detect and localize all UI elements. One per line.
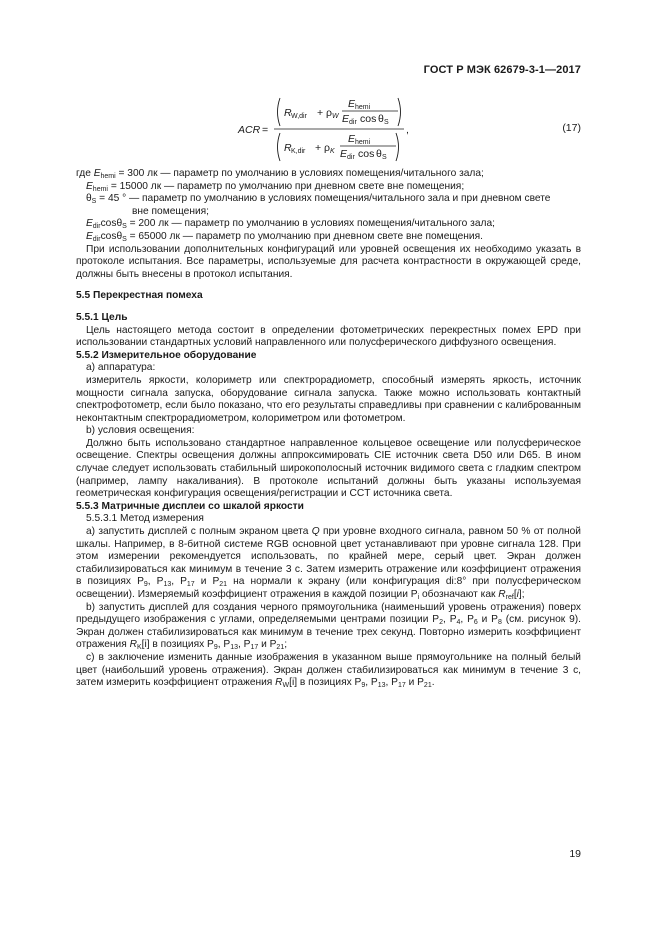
num-paren-right	[398, 98, 401, 126]
num-e-hemi: E	[348, 98, 356, 110]
num-e-dir: E	[342, 113, 350, 125]
equation-number: (17)	[562, 122, 581, 134]
den-e-hemi-sub: hemi	[355, 139, 371, 146]
num-e-hemi-sub: hemi	[355, 104, 371, 111]
item-b-lighting: b) условия освещения:	[86, 425, 195, 437]
formula-comma: ,	[406, 124, 409, 136]
paragraph-goal: Цель настоящего метода состоит в определении фотометрических перекрестных помех EPD при использовании стандартных условий направленного или полусферического диффузного освещения.	[76, 324, 581, 349]
step-a: а) запустить дисплей с полным экраном цвета Q при уровне входного сигнала, равном 50 % от полной шкалы. Например, в 8-битной системе RGB основной цвет устанавливают при уровне сигнала 128. При этом измерении рекомендуется использовать, по крайней мере, серый цвет. Экран должен стабилизироваться как минимум в течение 3 с. Затем измерить отражение или коэффициент отражения в позициях $P_9$, $P_{13}$, $P_{17}$ и $P_{21}$ на нормали к экрану (или конфигурация di:8° при полусферическом освещении). Измеряемый коэффициент отражения в каждой позиции $P_i$ обозначают как $R_{ref}[i]$;	[76, 526, 581, 601]
step-c: c) в заключение изменить данные изображения в указанном выше прямоугольнике на полный белый цвет (наибольший уровень отражения). Экран должен стабилизироваться как минимум в течение 3 с, затем измерить коэффициент отражения $R_W[i]$ в позициях $P_9$, $P_{13}$, $P_{17}$ и $P_{21}$.	[76, 651, 581, 690]
standard-header: ГОСТ Р МЭК 62679-3-1—2017	[423, 64, 581, 76]
paragraph-config: При использовании дополнительных конфигураций или уровней освещения их необходимо указать в протоколе испытания. Все параметры, используемые для расчета контрастности в окружающей среде, должны быть внесены в протокол испытания.	[76, 243, 581, 280]
num-theta-sub: S	[384, 119, 389, 126]
definition-e-hemi-15000: $E_{hemi} = 15000$ лк — параметр по умолчанию при дневном свете вне помещения;	[86, 180, 465, 193]
item-a-apparatus: а) аппаратура:	[86, 362, 156, 374]
den-rho: ρ	[324, 142, 330, 154]
heading-5-5-2: 5.5.2 Измерительное оборудование	[76, 349, 257, 361]
num-cos: cos	[360, 113, 377, 125]
page-number: 19	[569, 848, 581, 860]
definition-e-dir-65000: $E_{dir}\cos\theta_S = 65000$ лк — параметр по умолчанию при дневном свете вне помещения.	[86, 230, 483, 243]
formula-eq: =	[262, 124, 269, 136]
heading-5-5: 5.5 Перекрестная помеха	[76, 290, 203, 302]
body-text	[76, 168, 581, 690]
num-plus: +	[317, 107, 324, 119]
num-theta: θ	[378, 113, 384, 125]
paragraph-lighting: Должно быть использовано стандартное направленное кольцевое освещение или полусферическое освещение. Спектры освещения должны аппроксимировать CIE источник света D50 или D65. В ином случае следует использовать стабильный широкополосный источник видимого света с гладким спектром (например, лампу накаливания). В протоколе испытаний должны быть указаны используемая геометрическая конфигурация освещения/регистрации и CCT источника света.	[76, 437, 581, 500]
heading-5-5-3-1: 5.5.3.1 Метод измерения	[86, 513, 204, 525]
den-rho-sub: K	[330, 148, 335, 155]
num-r-sub: W,dir	[291, 113, 307, 120]
den-cos: cos	[358, 148, 375, 160]
den-e-dir-sub: dir	[347, 154, 355, 161]
acr-formula	[236, 96, 586, 166]
num-e-dir-sub: dir	[349, 119, 357, 126]
den-e-dir: E	[340, 148, 348, 160]
step-b: b) запустить дисплей для создания черного прямоугольника (наименьший уровень отражения) поверх предыдущего изображения с углами, определяемыми центрами позиции $P_2$, $P_4$, $P_6$ и $P_8$ (см. рисунок 9). Экран должен стабилизироваться как минимум в течение трех секунд. Повторно измерить коэффициент отражения $R_K[i]$ в позициях $P_9$, $P_{13}$, $P_{17}$ и $P_{21}$;	[76, 601, 581, 652]
num-paren-left	[278, 98, 281, 126]
den-paren-left	[278, 133, 281, 161]
num-r: R	[284, 107, 292, 119]
definition-theta-s: $\theta_S = 45$ ° — параметр по умолчанию в условиях помещения/читального зала и при дневном свете вне помещения;	[86, 193, 551, 217]
den-paren-right	[396, 133, 399, 161]
formula-lhs: ACR	[238, 124, 261, 136]
den-r: R	[284, 142, 292, 154]
definition-e-hemi-300: где $E_{hemi} = 300$ лк — параметр по умолчанию в условиях помещения/читального зала;	[76, 168, 484, 180]
heading-5-5-1: 5.5.1 Цель	[76, 311, 128, 323]
heading-5-5-3: 5.5.3 Матричные дисплеи со шкалой яркости	[76, 500, 304, 512]
num-rho-sub: W	[332, 113, 339, 120]
paragraph-apparatus: измеритель яркости, колориметр или спектрорадиометр, способный измерять яркость, источник мощности сигнала запуска, оборудование сигнала запуска. Также можно использовать контактный спектрофотометр, если было показано, что его результаты справедливы при сравнении с калиброванным неконтактным спектрорадиометром, колориметром или фотометром.	[76, 374, 581, 424]
definition-e-dir-200: $E_{dir}\cos\theta_S = 200$ лк — параметр по умолчанию в условиях помещения/читального зала;	[86, 218, 495, 231]
num-rho: ρ	[326, 107, 332, 119]
den-theta-sub: S	[382, 154, 387, 161]
den-plus: +	[315, 142, 322, 154]
den-r-sub: K,dir	[291, 148, 306, 155]
den-theta: θ	[376, 148, 382, 160]
den-e-hemi: E	[348, 133, 356, 145]
